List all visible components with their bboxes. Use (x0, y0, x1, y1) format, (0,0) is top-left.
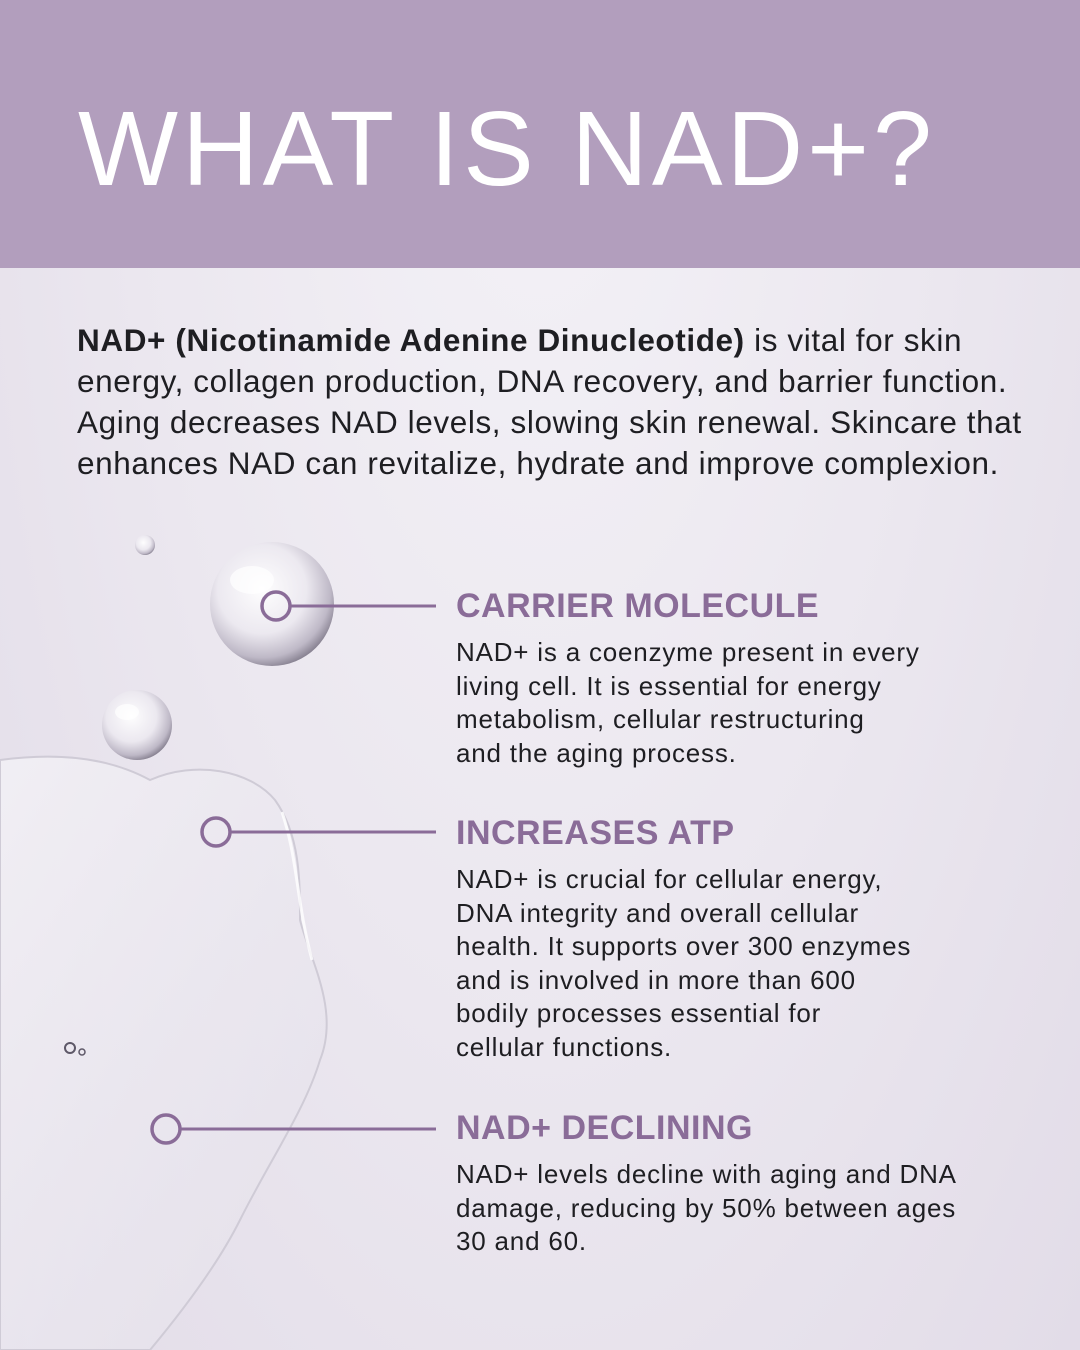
feature-nad-declining (456, 1108, 1036, 1259)
feature-title: INCREASES ATP (456, 814, 735, 852)
droplet-large (210, 542, 334, 666)
page-title: WHAT IS NAD+? (78, 90, 936, 208)
serum-puddle (0, 757, 327, 1350)
intro-bold-term: NAD+ (Nicotinamide Adenine Dinucleotide) (77, 322, 745, 358)
feature-carrier-molecule (456, 586, 1036, 770)
feature-description: NAD+ is crucial for cellular energy, DNA integrity and overall cellular health. It supports over 300 enzymes and is involved in more than 600 bodily processes essential for cellular functions. (456, 864, 912, 1062)
intro-text: is vital for skin energy, collagen production, DNA recovery, and barrier function. Aging decreases NAD levels, slowing skin renewal. Skincare that enhances NAD can revitalize, hydrate and improve complexion. (77, 322, 1022, 481)
droplet-tiny (135, 535, 155, 555)
feature-description: NAD+ is a coenzyme present in every living cell. It is essential for energy metabolism, cellular restructuring and the aging process. (456, 637, 920, 768)
feature-title: NAD+ DECLINING (456, 1109, 753, 1147)
feature-title: CARRIER MOLECULE (456, 587, 820, 625)
droplet-medium (102, 690, 172, 760)
feature-description: NAD+ levels decline with aging and DNA damage, reducing by 50% between ages 30 and 60. (456, 1159, 957, 1257)
feature-increases-atp (456, 813, 1036, 1065)
